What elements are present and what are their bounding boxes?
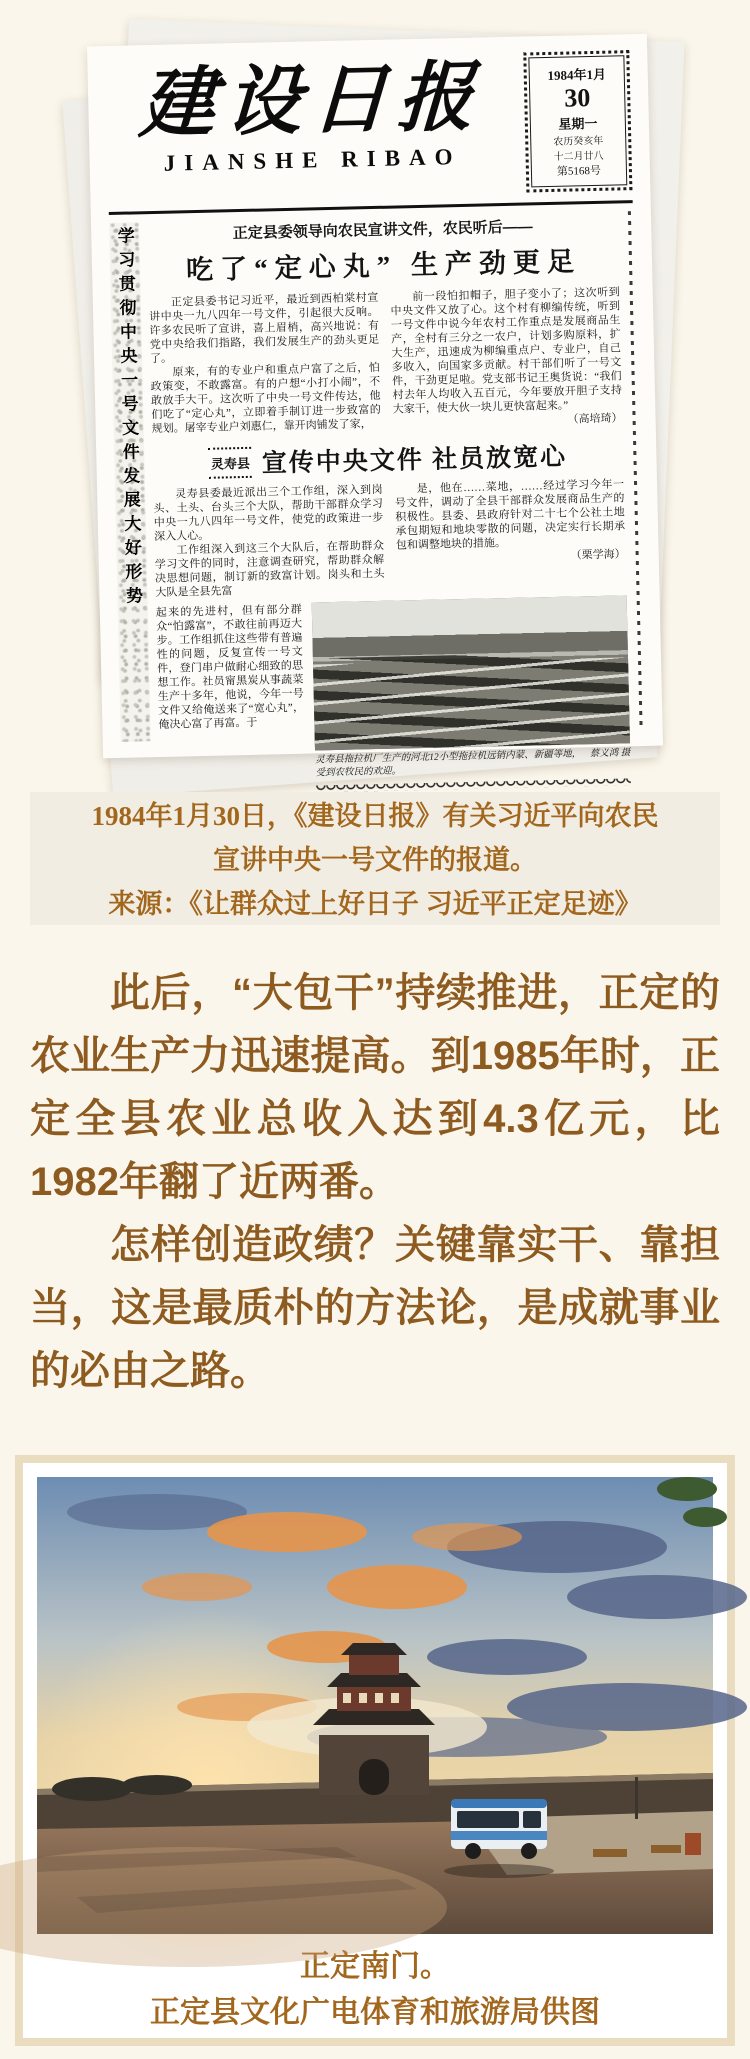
article1-byline: （高培琦） <box>567 412 623 426</box>
tractor-photo <box>312 595 630 750</box>
article2-columns <box>153 477 626 600</box>
tractor-caption-text: 灵寿县拖拉机厂生产的河北12小型拖拉机远销内蒙、新疆等地，受到农牧民的欢迎。 <box>315 749 582 779</box>
article1-headline: 吃了“定心丸” 生产劲更足 <box>185 246 582 286</box>
date-year-month: 1984年1月 <box>547 66 607 84</box>
article1-kicker: 正定县委领导向农民宣讲文件，农民听后—— <box>232 218 533 243</box>
issue-number: 第5168号 <box>556 164 602 178</box>
article2-col1-p2: 工作组深入到这三个大队后，在帮助群众学习文件的同时，注意调查研究，帮助群众解决思想问题，制订新的致富计划。岗头和土头大队是全县先富 <box>154 539 385 600</box>
tractor-photo-block <box>312 595 631 779</box>
article1-col2-p1: 前一段怕扣帽子，胆子变小了；这次听到中央文件又放了心。这个村有柳编传统，听到一号文件中说今年农村工作重点是发展商品生产，全村有三分之一农户，计划多购原料，扩大生产，迅速成为柳编重点户、专业户，自己多收入，向国家多贡献。村干部们听了一号文件，干劲更足啦。党支部书记王奥货说：“我们村去年人均收入五百元，今年要放开胆子支持大家干，使大伙一块儿更快富起来。” <box>390 286 623 416</box>
right-ornament-border <box>626 211 645 730</box>
masthead-title-block <box>105 53 518 202</box>
image-source-note <box>30 792 720 925</box>
article1-columns <box>149 285 623 436</box>
newspaper-main-column <box>147 211 631 779</box>
tractor-photo-caption <box>315 747 631 780</box>
article1-col1-p1: 正定县委书记习近平，最近到西柏棠村宣讲中央一九八四年一号文件，引起很大反响。许多农民听了宣讲，喜上眉梢，高兴地说：有党中央给我们指路，我们发展生产的劲头更足了。 <box>149 291 380 366</box>
article2-col2-p1: 是，他在……菜地，……经过学习今年一号文件，调动了全县干部群众发展商品生产的积极性。县委、县政府针对二十七个公社土地承包期短和地块零散的问题，决定实行长期承包和调整地块的措施。 <box>394 478 626 552</box>
gate-caption-line2: 正定县文化广电体育和旅游局供图 <box>150 1996 600 2029</box>
tractor-photo-credit: 蔡义鸿 摄 <box>589 748 631 760</box>
side-slogan-text: 学习贯彻中央一号文件发展大好形势 <box>114 226 143 611</box>
date-lunar-year: 农历癸亥年 <box>553 135 604 148</box>
article2-byline: （栗学海） <box>570 548 626 562</box>
body-paragraph-2: 怎样创造政绩？关键靠实干、靠担当，这是最质朴的方法论，是成就事业的必由之路。 <box>30 1223 720 1393</box>
gate-caption-line1: 正定南门。 <box>300 1950 450 1983</box>
newspaper-front-page <box>87 34 663 779</box>
source-note-line2: 宣讲中央一号文件的报道。 <box>213 845 537 875</box>
gate-photo[interactable] <box>37 1477 713 1934</box>
sightseeing-bus <box>444 1799 554 1878</box>
gate-photo-illustration <box>37 1477 713 1934</box>
newspaper-bottom-rule <box>316 778 631 792</box>
newspaper-body <box>109 211 645 779</box>
date-weekday: 星期一 <box>558 115 598 132</box>
article1-col1-p2: 原来，有的专业户和重点户富了之后，怕政策变，不敢露富。有的户想“小打小闹”，不敢放手大干。这次听了中央一号文件传达，他们吃了“定心丸”，立即着手制订进一步致富的规划。屠宰专业户刘惠仁，靠开肉铺发了家， <box>150 361 381 436</box>
date-box <box>523 50 632 192</box>
article2-county-label: 灵寿县 <box>208 446 252 478</box>
article2-header <box>152 435 624 482</box>
article2-headline: 宣传中央文件 社员放宽心 <box>261 443 568 478</box>
date-lunar-day: 十二月廿八 <box>553 150 604 163</box>
newspaper-masthead <box>105 50 632 202</box>
article2-bottom-row <box>155 595 631 779</box>
newspaper-figure[interactable] <box>95 40 655 779</box>
gate-photo-card <box>15 1455 735 2046</box>
source-note-line1: 1984年1月30日，《建设日报》有关习近平向农民 <box>91 801 659 831</box>
article1-col1 <box>149 291 382 436</box>
article2-col1-p1: 灵寿县委最近派出三个工作组，深入到岗头、土头、台头三个大队，帮助干部群众学习中央一九八四年一号文件，使党的政策进一步深入人心。 <box>153 483 384 544</box>
body-paragraph-1: 此后，“大包干”持续推进，正定的农业生产力迅速提高。到1985年时，正定全县农业总收入达到4.3亿元，比1982年翻了近两番。 <box>30 971 720 1204</box>
article-body <box>30 962 720 1403</box>
article2-col2 <box>394 477 626 594</box>
date-day: 30 <box>563 83 591 113</box>
article2-tail-text: 起来的先进村，但有部分群众“怕露富”，不敢往前再迈大步。工作组抓住这些带有普遍性的问题，反复宣传一号文件，登门串户做耐心细致的思想工作。社员甯黑炭从事蔬菜生产十多年，他说，今年一号文件又给俺送来了“宽心丸”，俺决心富了再富。于 <box>155 603 305 731</box>
newspaper-title-pinyin: JIANSHE RIBAO <box>163 143 462 176</box>
article1-col2 <box>390 285 623 430</box>
newspaper-title: 建设日报 <box>137 55 486 148</box>
side-slogan-banner <box>109 222 151 742</box>
article2-col1 <box>153 483 385 600</box>
source-note-line3: 来源：《让群众过上好日子 习近平正定足迹》 <box>108 889 642 919</box>
